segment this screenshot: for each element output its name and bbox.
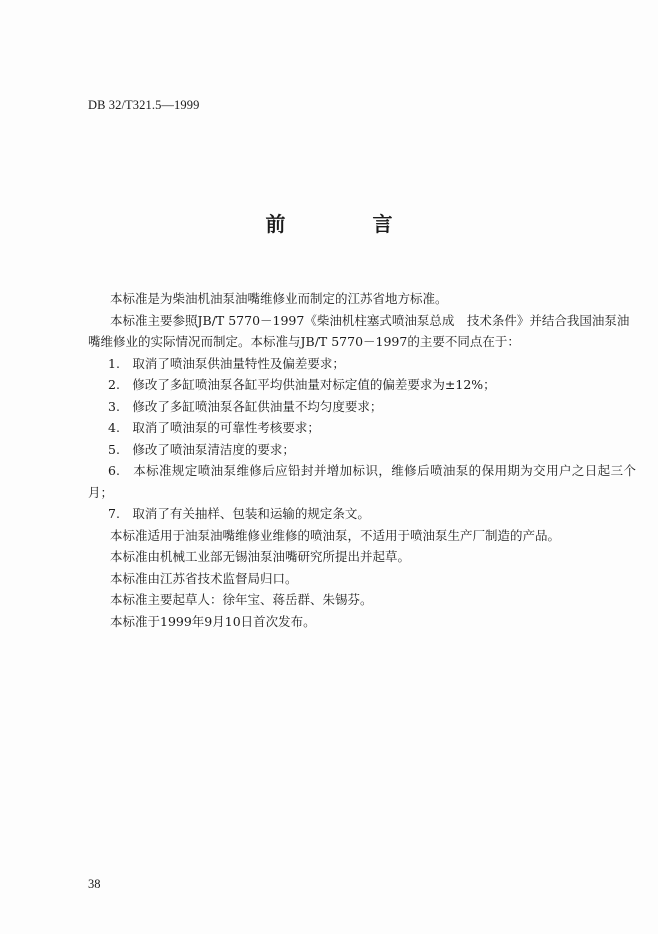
closing-paragraph-2: 本标准由机械工业部无锡油泵油嘴研究所提出并起草。 bbox=[110, 549, 411, 564]
intro-paragraph-1: 本标准是为柴油机油泵油嘴维修业而制定的江苏省地方标准。 bbox=[110, 291, 448, 306]
foreword-body bbox=[88, 288, 636, 632]
closing-paragraph-4: 本标准主要起草人：徐年宝、蒋岳群、朱锡芬。 bbox=[110, 592, 373, 607]
list-item-5: 5. 修改了喷油泵清洁度的要求； bbox=[108, 441, 295, 457]
closing-paragraph-1: 本标准适用于油泵油嘴维修业维修的喷油泵，不适用于喷油泵生产厂制造的产品。 bbox=[110, 527, 561, 543]
list-item-3: 3. 修改了多缸喷油泵各缸供油量不均匀度要求； bbox=[108, 398, 383, 414]
intro-paragraph-2: 本标准主要参照JB/T 5770－1997《柴油机柱塞式喷油泵总成 技术条件》并结合我国油泵油嘴维修业的实际情况而制定。本标准与JB/T 5770－1997的主要不同点在于： bbox=[88, 312, 630, 349]
list-item-2: 2. 修改了多缸喷油泵各缸平均供油量对标定值的偏差要求为±12%； bbox=[108, 377, 496, 392]
page-title: 前 言 bbox=[265, 212, 433, 236]
closing-paragraph-3: 本标准由江苏省技术监督局归口。 bbox=[110, 570, 298, 586]
list-item-4: 4. 取消了喷油泵的可靠性考核要求； bbox=[108, 420, 320, 435]
document-code: DB 32/T321.5—1999 bbox=[88, 98, 200, 112]
list-item-6: 6. 本标准规定喷油泵维修后应铅封并增加标识，维修后喷油泵的保用期为交用户之日起三个月； bbox=[88, 463, 636, 500]
list-item-7: 7. 取消了有关抽样、包装和运输的规定条文。 bbox=[108, 506, 370, 521]
page-number: 38 bbox=[88, 877, 101, 891]
list-item-1: 1. 取消了喷油泵供油量特性及偏差要求； bbox=[108, 355, 345, 371]
closing-paragraph-5: 本标准于1999年9月10日首次发布。 bbox=[110, 613, 316, 629]
